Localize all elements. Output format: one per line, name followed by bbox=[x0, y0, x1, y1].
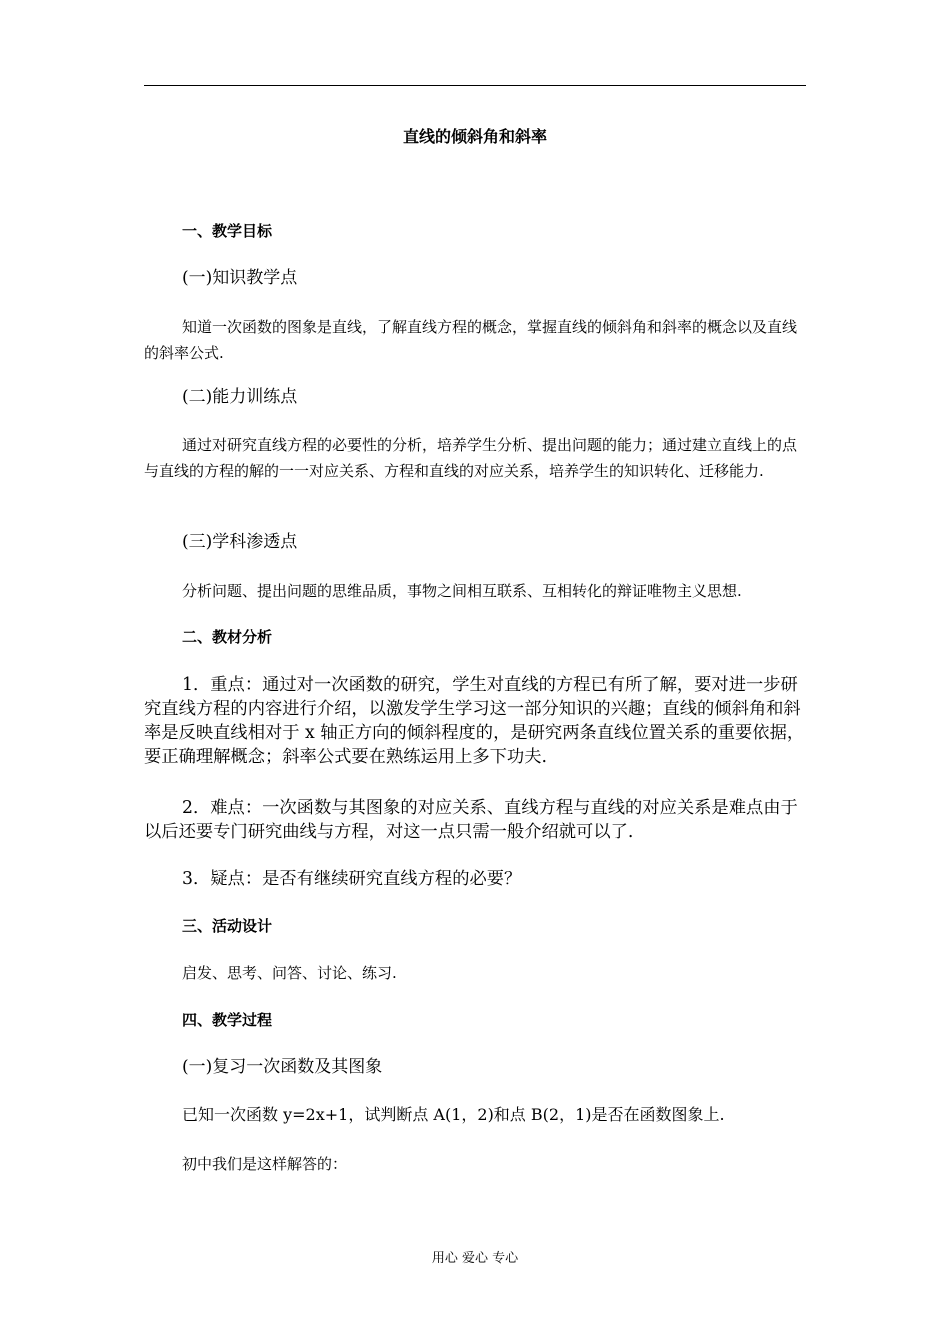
section-heading-material-analysis: 二、教材分析 bbox=[182, 628, 273, 646]
subheading-subject-points: (三)学科渗透点 bbox=[182, 532, 298, 552]
section-heading-teaching-process: 四、教学过程 bbox=[182, 1011, 273, 1029]
paragraph-difficult-point: 2．难点：一次函数与其图象的对应关系、直线方程与直线的对应关系是难点由于以后还要专门研究曲线与方程，对这一点只需一般介绍就可以了. bbox=[144, 798, 798, 842]
subheading-knowledge-points: (一)知识教学点 bbox=[182, 268, 298, 288]
paragraph-ability-points: 通过对研究直线方程的必要性的分析，培养学生分析、提出问题的能力；通过建立直线上的点与直线的方程的解的一一对应关系、方程和直线的对应关系，培养学生的知识转化、迁移能力. bbox=[144, 436, 798, 480]
paragraph-junior-high-answer: 初中我们是这样解答的： bbox=[182, 1155, 348, 1173]
paragraph-doubt-point: 3．疑点：是否有继续研究直线方程的必要？ bbox=[182, 869, 522, 889]
subheading-review-linear-function: (一)复习一次函数及其图象 bbox=[182, 1057, 383, 1077]
paragraph-linear-function-question: 已知一次函数 y=2x+1，试判断点 A(1，2)和点 B(2，1)是否在函数图象上. bbox=[182, 1105, 725, 1124]
paragraph-activity-design: 启发、思考、问答、讨论、练习. bbox=[182, 964, 397, 982]
header-rule bbox=[144, 85, 806, 86]
paragraph-key-point: 1．重点：通过对一次函数的研究，学生对直线的方程已有所了解，要对进一步研究直线方程的内容进行介绍，以激发学生学习这一部分知识的兴趣；直线的倾斜角和斜率是反映直线相对于 x 轴正方向的倾斜程度的，是研究两条直线位置关系的重要依据，要正确理解概念；斜率公式要在熟练运用上多下功夫. bbox=[144, 675, 805, 767]
subheading-ability-points: (二)能力训练点 bbox=[182, 387, 298, 407]
page-footer: 用心 爱心 专心 bbox=[431, 1251, 519, 1266]
document-title: 直线的倾斜角和斜率 bbox=[402, 127, 547, 146]
paragraph-subject-points: 分析问题、提出问题的思维品质，事物之间相互联系、互相转化的辩证唯物主义思想. bbox=[182, 582, 742, 600]
paragraph-knowledge-points: 知道一次函数的图象是直线，了解直线方程的概念，掌握直线的倾斜角和斜率的概念以及直线的斜率公式. bbox=[144, 318, 798, 362]
section-heading-objectives: 一、教学目标 bbox=[182, 222, 273, 240]
section-heading-activity-design: 三、活动设计 bbox=[182, 917, 273, 935]
